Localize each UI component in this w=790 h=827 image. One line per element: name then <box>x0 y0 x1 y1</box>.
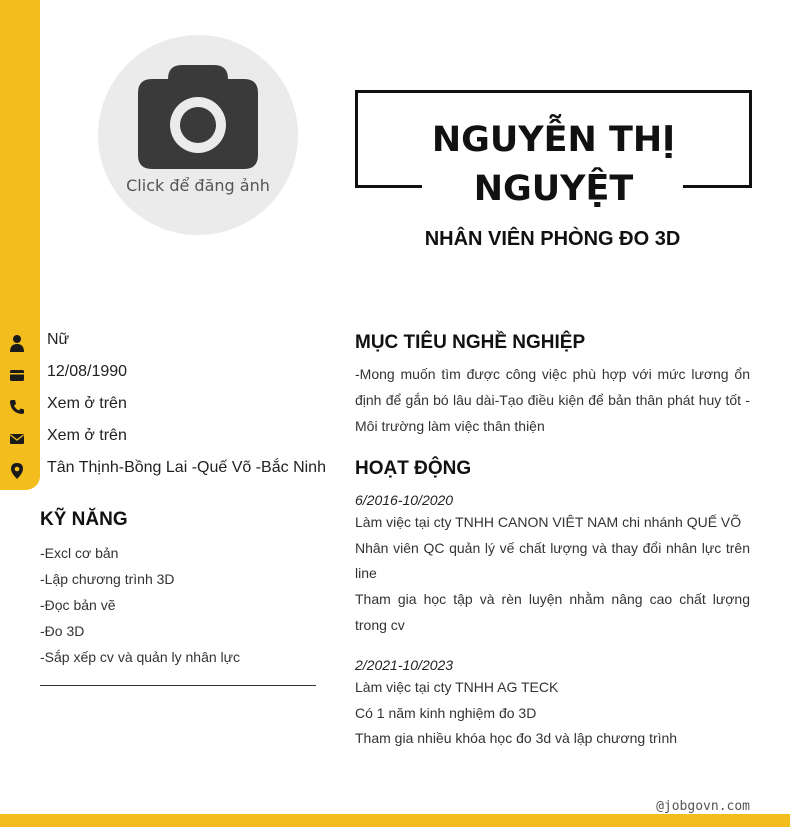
activity-line: Có 1 năm kinh nghiệm đo 3D <box>355 704 537 721</box>
avatar-upload[interactable] <box>98 35 298 235</box>
address-value: Tân Thịnh-Bồng Lai -Quế Võ -Bắc Ninh <box>47 459 326 476</box>
activity-line: Tham gia nhiều khóa học đo 3d và lập chương trình <box>355 730 678 747</box>
objective-title: MỤC TIÊU NGHỀ NGHIỆP <box>355 332 586 353</box>
activity-period: 6/2016-10/2020 <box>355 492 454 508</box>
skills-title: KỸ NĂNG <box>40 509 128 530</box>
activity-line: Tham gia học tập và rèn luyện nhằm nâng cao chất lượng trong cv <box>355 591 750 633</box>
birthday-value: 12/08/1990 <box>47 363 128 380</box>
info-birthday <box>0 358 330 390</box>
info-phone <box>0 390 330 422</box>
watermark: @jobgovn.com <box>656 799 750 814</box>
envelope-icon <box>8 430 26 448</box>
avatar-upload-label: Click để đăng ảnh <box>126 176 270 195</box>
skill-item: -Sắp xếp cv và quản ly nhân lực <box>40 649 241 665</box>
skill-item: -Đọc bản vẽ <box>40 597 116 613</box>
skill-item: -Lập chương trình 3D <box>40 571 175 587</box>
activity-line: Nhân viên QC quản lý vế chất lượng và thay đổi nhân lực trên line <box>355 539 750 582</box>
info-address <box>0 454 330 486</box>
objective-text: -Mong muốn tìm được công việc phù hợp với mức lương ổn định để gắn bó lâu dài-Tạo điều kiện để bản thân phát huy tốt -Môi trường làm việc thân thiện <box>355 366 750 434</box>
activity-line: Làm việc tại cty TNHH CANON VIÊT NAM chi nhánh QUẾ VÕ <box>355 514 742 530</box>
activity-entry <box>355 490 750 639</box>
skill-item: -Excl cơ bản <box>40 545 119 561</box>
person-icon <box>8 334 26 352</box>
activity-period: 2/2021-10/2023 <box>355 657 454 673</box>
info-gender <box>0 326 330 358</box>
calendar-icon <box>8 366 26 384</box>
email-value: Xem ở trên <box>47 427 127 444</box>
camera-icon <box>138 65 258 169</box>
activity-entry <box>355 655 750 752</box>
phone-value: Xem ở trên <box>47 395 127 412</box>
activities-title: HOẠT ĐỘNG <box>355 458 472 479</box>
phone-icon <box>8 398 26 416</box>
skills-divider <box>40 685 316 686</box>
full-name: NGUYỄN THỊ NGUYỆT <box>431 120 676 209</box>
info-email <box>0 422 330 454</box>
skills-list <box>40 540 240 670</box>
activity-line: Làm việc tại cty TNHH AG TECK <box>355 679 559 695</box>
personal-info <box>0 326 330 486</box>
footer-accent-bar <box>0 814 790 827</box>
job-title: NHÂN VIÊN PHÒNG ĐO 3D <box>424 228 681 250</box>
skill-item: -Đo 3D <box>40 623 85 639</box>
gender-value: Nữ <box>47 331 70 348</box>
location-pin-icon <box>8 462 26 480</box>
